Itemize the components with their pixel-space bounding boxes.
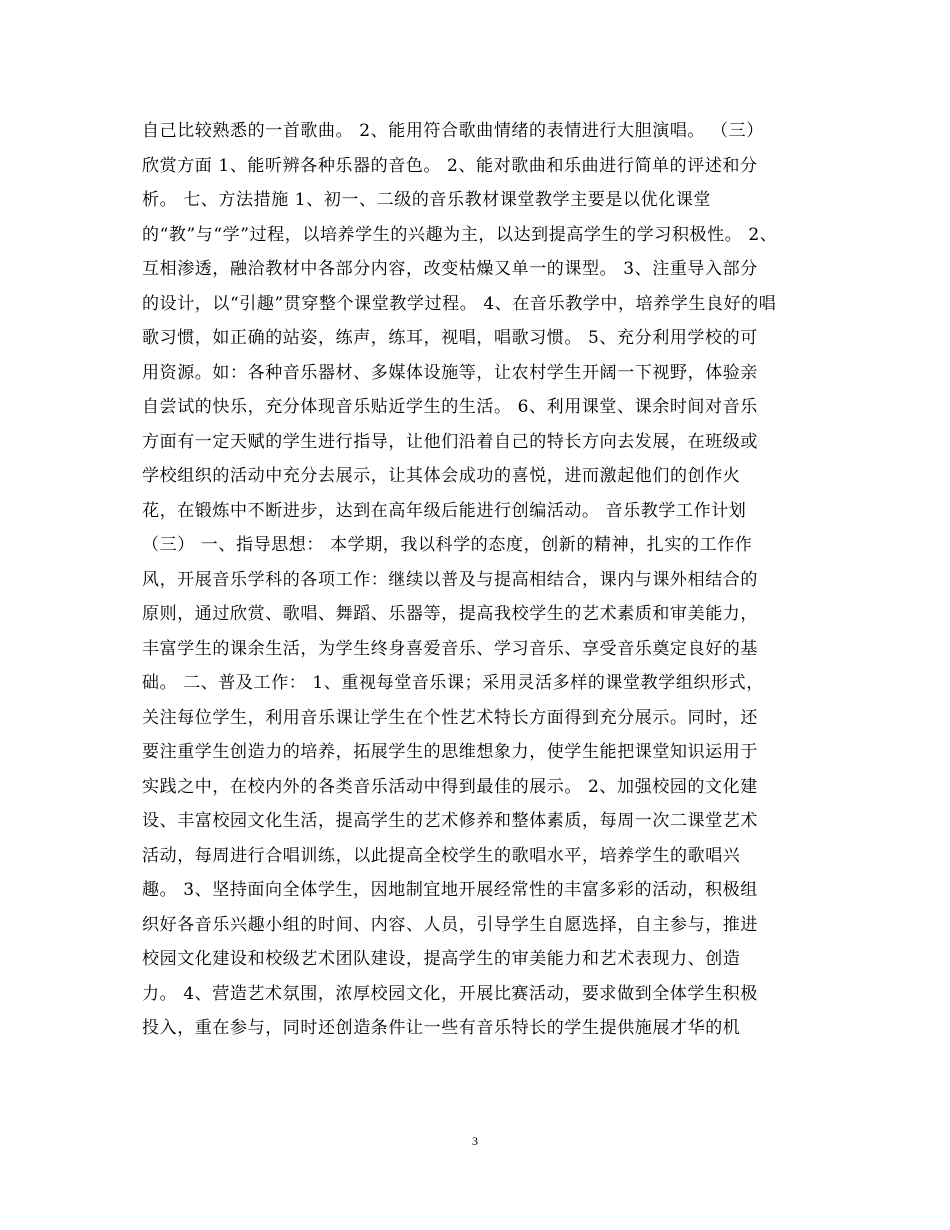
- text-line: 活动，每周进行合唱训练，以此提高全校学生的歌唱水平，培养学生的歌唱兴: [142, 845, 741, 866]
- text-line: 学校组织的活动中充分去展示，让其体会成功的喜悦，进而激起他们的创作火: [142, 466, 741, 486]
- text-line: 花，在锻炼中不断进步，达到在高年级后能进行创编活动。 音乐教学工作计划: [142, 500, 747, 521]
- text-line: 实践之中，在校内外的各类音乐活动中得到最佳的展示。 2、加强校园的文化建: [142, 776, 758, 797]
- text-line: 投入，重在参与，同时还创造条件让一些有音乐特长的学生提供施展才华的机: [142, 1018, 741, 1038]
- body-text: [142, 114, 822, 1046]
- text-line: 趣。 3、坚持面向全体学生，因地制宜地开展经常性的丰富多彩的活动，积极组: [142, 880, 758, 900]
- text-line: 用资源。如：各种音乐器材、多媒体设施等，让农村学生开阔一下视野，体验亲: [142, 362, 758, 383]
- text-line: 力。 4、营造艺术氛围，浓厚校园文化，开展比赛活动，要求做到全体学生积极: [142, 983, 758, 1004]
- text-line: 析。 七、方法措施 1、初一、二级的音乐教材课堂教学主要是以优化课堂: [142, 190, 712, 210]
- page-number: 3: [472, 1134, 478, 1148]
- text-line: 原则，通过欣赏、歌唱、舞蹈、乐器等，提高我校学生的艺术素质和审美能力，: [142, 604, 758, 624]
- text-line: 础。 二、普及工作： 1、重视每堂音乐课；采用灵活多样的课堂教学组织形式，: [142, 673, 764, 693]
- text-line: 校园文化建设和校级艺术团队建设，提高学生的审美能力和艺术表现力、创造: [142, 949, 741, 969]
- text-line: 关注每位学生，利用音乐课让学生在个性艺术特长方面得到充分展示。同时，还: [142, 707, 758, 728]
- text-line: 歌习惯，如正确的站姿，练声，练耳，视唱，唱歌习惯。 5、充分利用学校的可: [142, 328, 758, 348]
- text-line: 丰富学生的课余生活，为学生终身喜爱音乐、学习音乐、享受音乐奠定良好的基: [142, 638, 758, 659]
- text-line: 要注重学生创造力的培养，拓展学生的思维想象力，使学生能把课堂知识运用于: [142, 742, 758, 762]
- text-line: 的“教”与“学”过程，以培养学生的兴趣为主，以达到提高学生的学习积极性。 2、: [142, 224, 778, 245]
- text-line: （三） 一、指导思想： 本学期，我以科学的态度，创新的精神，扎实的工作作: [142, 535, 753, 555]
- text-line: 自尝试的快乐，充分体现音乐贴近学生的生活。 6、利用课堂、课余时间对音乐: [142, 397, 758, 417]
- text-line: 欣赏方面 1、能听辨各种乐器的音色。 2、能对歌曲和乐曲进行简单的评述和分: [142, 155, 758, 176]
- text-line: 自己比较熟悉的一首歌曲。 2、能用符合歌曲情绪的表情进行大胆演唱。 （三）: [142, 121, 764, 141]
- text-line: 的设计，以“引趣”贯穿整个课堂教学过程。 4、在音乐教学中，培养学生良好的唱: [142, 293, 777, 314]
- text-line: 设、丰富校园文化生活，提高学生的艺术修养和整体素质，每周一次二课堂艺术: [142, 811, 758, 831]
- text-line: 方面有一定天赋的学生进行指导，让他们沿着自己的特长方向去发展，在班级或: [142, 431, 758, 452]
- text-line: 织好各音乐兴趣小组的时间、内容、人员，引导学生自愿选择，自主参与，推进: [142, 914, 758, 935]
- text-line: 风，开展音乐学科的各项工作：继续以普及与提高相结合，课内与课外相结合的: [142, 569, 758, 590]
- text-line: 互相渗透，融洽教材中各部分内容，改变枯燥又单一的课型。 3、注重导入部分: [142, 259, 758, 279]
